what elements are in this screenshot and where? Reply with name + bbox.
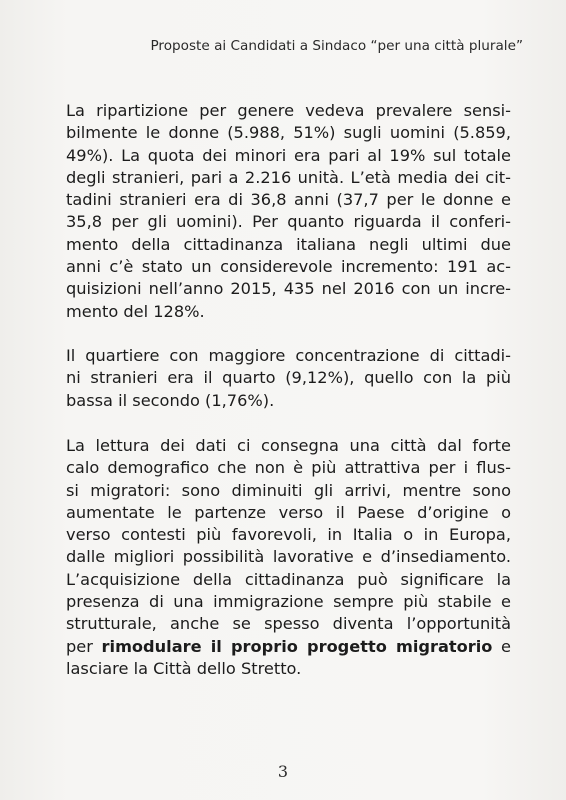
text-line: dalle migliori possibilità lavorative e d’insediamento. [66, 547, 511, 567]
paragraph-3 [66, 435, 511, 680]
paragraph-1 [66, 100, 511, 323]
text-line: La ripartizione per genere vedeva prevalere sensi- [66, 101, 511, 120]
text-line: calo demografico che non è più attrattiva per i flus- [66, 458, 511, 478]
text-line: mento del 128%. [66, 301, 205, 321]
text-line: quisizioni nell’anno 2015, 435 nel 2016 con un incre- [66, 279, 511, 299]
page-number: 3 [277, 762, 289, 781]
text-line: strutturale, anche se spesso diventa l’opportunità [66, 614, 511, 634]
running-header: Proposte ai Candidati a Sindaco “per una città plurale” [150, 38, 523, 54]
text-line: bassa il secondo (1,76%). [66, 390, 275, 410]
text-line: Il quartiere con maggiore concentrazione di cittadi- [66, 346, 511, 365]
text-line: lasciare la Città dello Stretto. [66, 658, 302, 678]
text-line: bilmente le donne (5.988, 51%) sugli uomini (5.859, [66, 123, 511, 143]
text-line: L’acquisizione della cittadinanza può significare la [66, 569, 511, 589]
paragraph-2 [66, 345, 511, 412]
text-line: 49%). La quota dei minori era pari al 19% sul totale [66, 145, 511, 165]
text-line: tadini stranieri era di 36,8 anni (37,7 per le donne e [66, 190, 511, 210]
text-line: presenza di una immigrazione sempre più stabile e [66, 592, 511, 612]
text-line: mento della cittadinanza italiana negli ultimi due [66, 234, 511, 254]
bold-phrase: rimodulare il proprio progetto migratorio [101, 636, 493, 656]
text-line: degli stranieri, pari a 2.216 unità. L’età media dei cit- [66, 167, 511, 187]
text-line: ni stranieri era il quarto (9,12%), quello con la più [66, 368, 511, 388]
text-fragment: e [492, 636, 511, 656]
text-line: 35,8 per gli uomini). Per quanto riguarda il conferi- [66, 212, 511, 232]
text-line-emphasis [66, 636, 511, 658]
text-line: anni c’è stato un considerevole incremento: 191 ac- [66, 257, 511, 277]
text-line: verso contesti più favorevoli, in Italia o in Europa, [66, 525, 511, 545]
text-line: La lettura dei dati ci consegna una città dal forte [66, 436, 511, 455]
text-line: aumentate le partenze verso il Paese d’origine o [66, 502, 511, 522]
text-fragment: per [66, 636, 102, 656]
text-line: si migratori: sono diminuiti gli arrivi, mentre sono [66, 480, 511, 500]
